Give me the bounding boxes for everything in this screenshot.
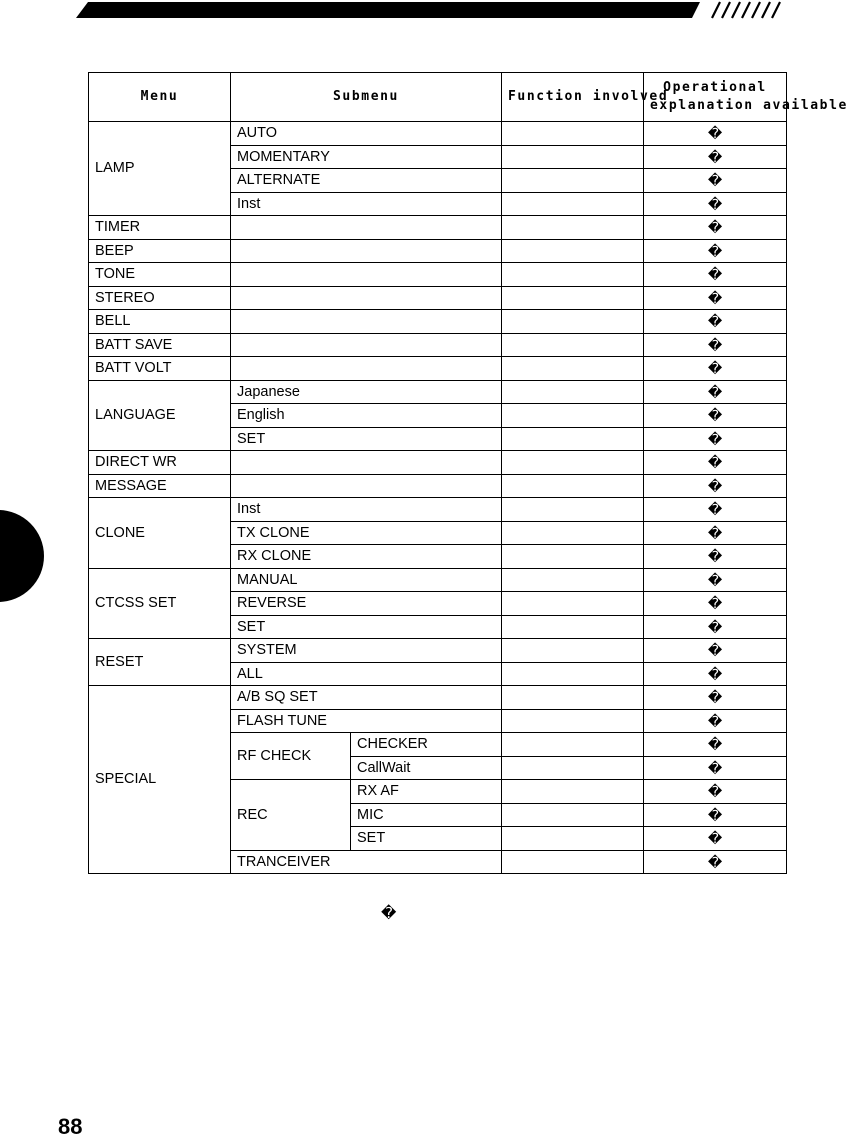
submenu-callwait: CallWait	[351, 756, 502, 780]
submenu-lamp-inst: Inst	[231, 192, 502, 216]
submenu-empty	[231, 239, 502, 263]
operational-mark: �	[644, 592, 787, 616]
function-mark	[502, 474, 644, 498]
header-submenu: Submenu	[231, 73, 502, 122]
submenu-language-set: SET	[231, 427, 502, 451]
menu-message: MESSAGE	[89, 474, 231, 498]
function-mark	[502, 451, 644, 475]
table-row	[89, 286, 787, 310]
menu-reset: RESET	[89, 639, 231, 686]
submenu-empty	[231, 310, 502, 334]
menu-table	[88, 72, 848, 874]
menu-lamp: LAMP	[89, 122, 231, 216]
table-row	[89, 216, 787, 240]
submenu-mic: MIC	[351, 803, 502, 827]
function-mark	[502, 733, 644, 757]
operational-mark: �	[644, 122, 787, 146]
submenu-empty	[231, 474, 502, 498]
table-row	[89, 686, 787, 710]
submenu-empty	[231, 333, 502, 357]
operational-mark: �	[644, 310, 787, 334]
function-mark	[502, 850, 644, 874]
submenu-empty	[231, 451, 502, 475]
header-operational-line1: Operational	[663, 80, 767, 95]
operational-mark: �	[644, 474, 787, 498]
header-menu: Menu	[89, 73, 231, 122]
operational-mark: �	[644, 662, 787, 686]
menu-timer: TIMER	[89, 216, 231, 240]
function-mark	[502, 192, 644, 216]
operational-mark: �	[644, 333, 787, 357]
table-row	[89, 122, 787, 146]
table-row	[89, 568, 787, 592]
operational-mark: �	[644, 263, 787, 287]
operational-mark: �	[644, 286, 787, 310]
submenu-rx-af: RX AF	[351, 780, 502, 804]
function-cell	[502, 145, 644, 169]
submenu-flash-tune: FLASH TUNE	[231, 709, 502, 733]
operational-mark: �	[644, 404, 787, 428]
operational-mark: �	[644, 216, 787, 240]
operational-mark: �	[644, 169, 787, 193]
operational-mark: �	[644, 192, 787, 216]
function-mark	[502, 709, 644, 733]
header-operational-explanation	[644, 73, 848, 122]
submenu-rec-set: SET	[351, 827, 502, 851]
menu-bell: BELL	[89, 310, 231, 334]
function-cell	[502, 568, 644, 592]
submenu-empty	[231, 286, 502, 310]
table-row	[89, 239, 787, 263]
table-row	[89, 357, 787, 381]
menu-tone: TONE	[89, 263, 231, 287]
function-cell	[502, 592, 644, 616]
submenu-checker: CHECKER	[351, 733, 502, 757]
menu-language: LANGUAGE	[89, 380, 231, 451]
function-mark	[502, 286, 644, 310]
function-cell	[502, 803, 644, 827]
operational-mark: �	[644, 615, 787, 639]
table-header-row	[89, 73, 787, 122]
function-mark	[502, 521, 644, 545]
submenu-system: SYSTEM	[231, 639, 502, 663]
function-cell	[502, 780, 644, 804]
function-mark	[502, 216, 644, 240]
submenu-rec: REC	[231, 780, 351, 851]
operational-mark: �	[644, 568, 787, 592]
table-row	[89, 451, 787, 475]
function-cell	[502, 639, 644, 663]
operational-mark: �	[644, 545, 787, 569]
submenu-tranceiver: TRANCEIVER	[231, 850, 502, 874]
menu-special: SPECIAL	[89, 686, 231, 874]
top-decorative-bar	[0, 0, 786, 20]
function-cell	[502, 169, 644, 193]
submenu-empty	[231, 357, 502, 381]
menu-clone: CLONE	[89, 498, 231, 569]
submenu-rx-clone: RX CLONE	[231, 545, 502, 569]
operational-mark: �	[644, 427, 787, 451]
operational-mark: �	[644, 780, 787, 804]
table-row	[89, 639, 787, 663]
function-cell	[502, 404, 644, 428]
submenu-auto: AUTO	[231, 122, 502, 146]
function-mark	[502, 333, 644, 357]
operational-mark: �	[644, 239, 787, 263]
submenu-momentary: MOMENTARY	[231, 145, 502, 169]
submenu-clone-inst: Inst	[231, 498, 502, 522]
function-mark	[502, 827, 644, 851]
operational-mark: �	[644, 850, 787, 874]
table-row	[89, 333, 787, 357]
function-mark	[502, 545, 644, 569]
header-function-involved: Function involved	[502, 73, 644, 122]
submenu-all: ALL	[231, 662, 502, 686]
menu-ctcss-set: CTCSS SET	[89, 568, 231, 639]
function-mark	[502, 357, 644, 381]
function-mark	[502, 427, 644, 451]
function-cell	[502, 662, 644, 686]
function-mark	[502, 756, 644, 780]
submenu-alternate: ALTERNATE	[231, 169, 502, 193]
function-mark	[502, 239, 644, 263]
operational-mark: �	[644, 639, 787, 663]
submenu-manual: MANUAL	[231, 568, 502, 592]
menu-stereo: STEREO	[89, 286, 231, 310]
submenu-tx-clone: TX CLONE	[231, 521, 502, 545]
footnote-glyph: �	[381, 905, 397, 922]
submenu-english: English	[231, 404, 502, 428]
submenu-ctcss-set: SET	[231, 615, 502, 639]
page-number: 88	[58, 1114, 83, 1139]
operational-mark: �	[644, 451, 787, 475]
submenu-rf-check: RF CHECK	[231, 733, 351, 780]
function-cell	[502, 380, 644, 404]
table-row	[89, 474, 787, 498]
operational-mark: �	[644, 709, 787, 733]
table-row	[89, 498, 787, 522]
menu-beep: BEEP	[89, 239, 231, 263]
operational-mark: �	[644, 145, 787, 169]
menu-batt-save: BATT SAVE	[89, 333, 231, 357]
submenu-ab-sq-set: A/B SQ SET	[231, 686, 502, 710]
submenu-empty	[231, 263, 502, 287]
table-row	[89, 310, 787, 334]
chapter-side-tab	[0, 510, 44, 602]
operational-mark: �	[644, 357, 787, 381]
menu-direct-wr: DIRECT WR	[89, 451, 231, 475]
function-cell	[502, 122, 644, 146]
menu-batt-volt: BATT VOLT	[89, 357, 231, 381]
operational-mark: �	[644, 498, 787, 522]
operational-mark: �	[644, 803, 787, 827]
operational-mark: �	[644, 686, 787, 710]
submenu-empty	[231, 216, 502, 240]
operational-mark: �	[644, 827, 787, 851]
function-cell	[502, 498, 644, 522]
function-mark	[502, 310, 644, 334]
function-mark	[502, 615, 644, 639]
operational-mark: �	[644, 756, 787, 780]
operational-mark: �	[644, 733, 787, 757]
header-operational-line2: explanation available	[650, 98, 848, 113]
function-mark	[502, 263, 644, 287]
table-row	[89, 380, 787, 404]
table-row	[89, 263, 787, 287]
submenu-japanese: Japanese	[231, 380, 502, 404]
operational-mark: �	[644, 521, 787, 545]
operational-mark: �	[644, 380, 787, 404]
submenu-reverse: REVERSE	[231, 592, 502, 616]
function-mark	[502, 686, 644, 710]
